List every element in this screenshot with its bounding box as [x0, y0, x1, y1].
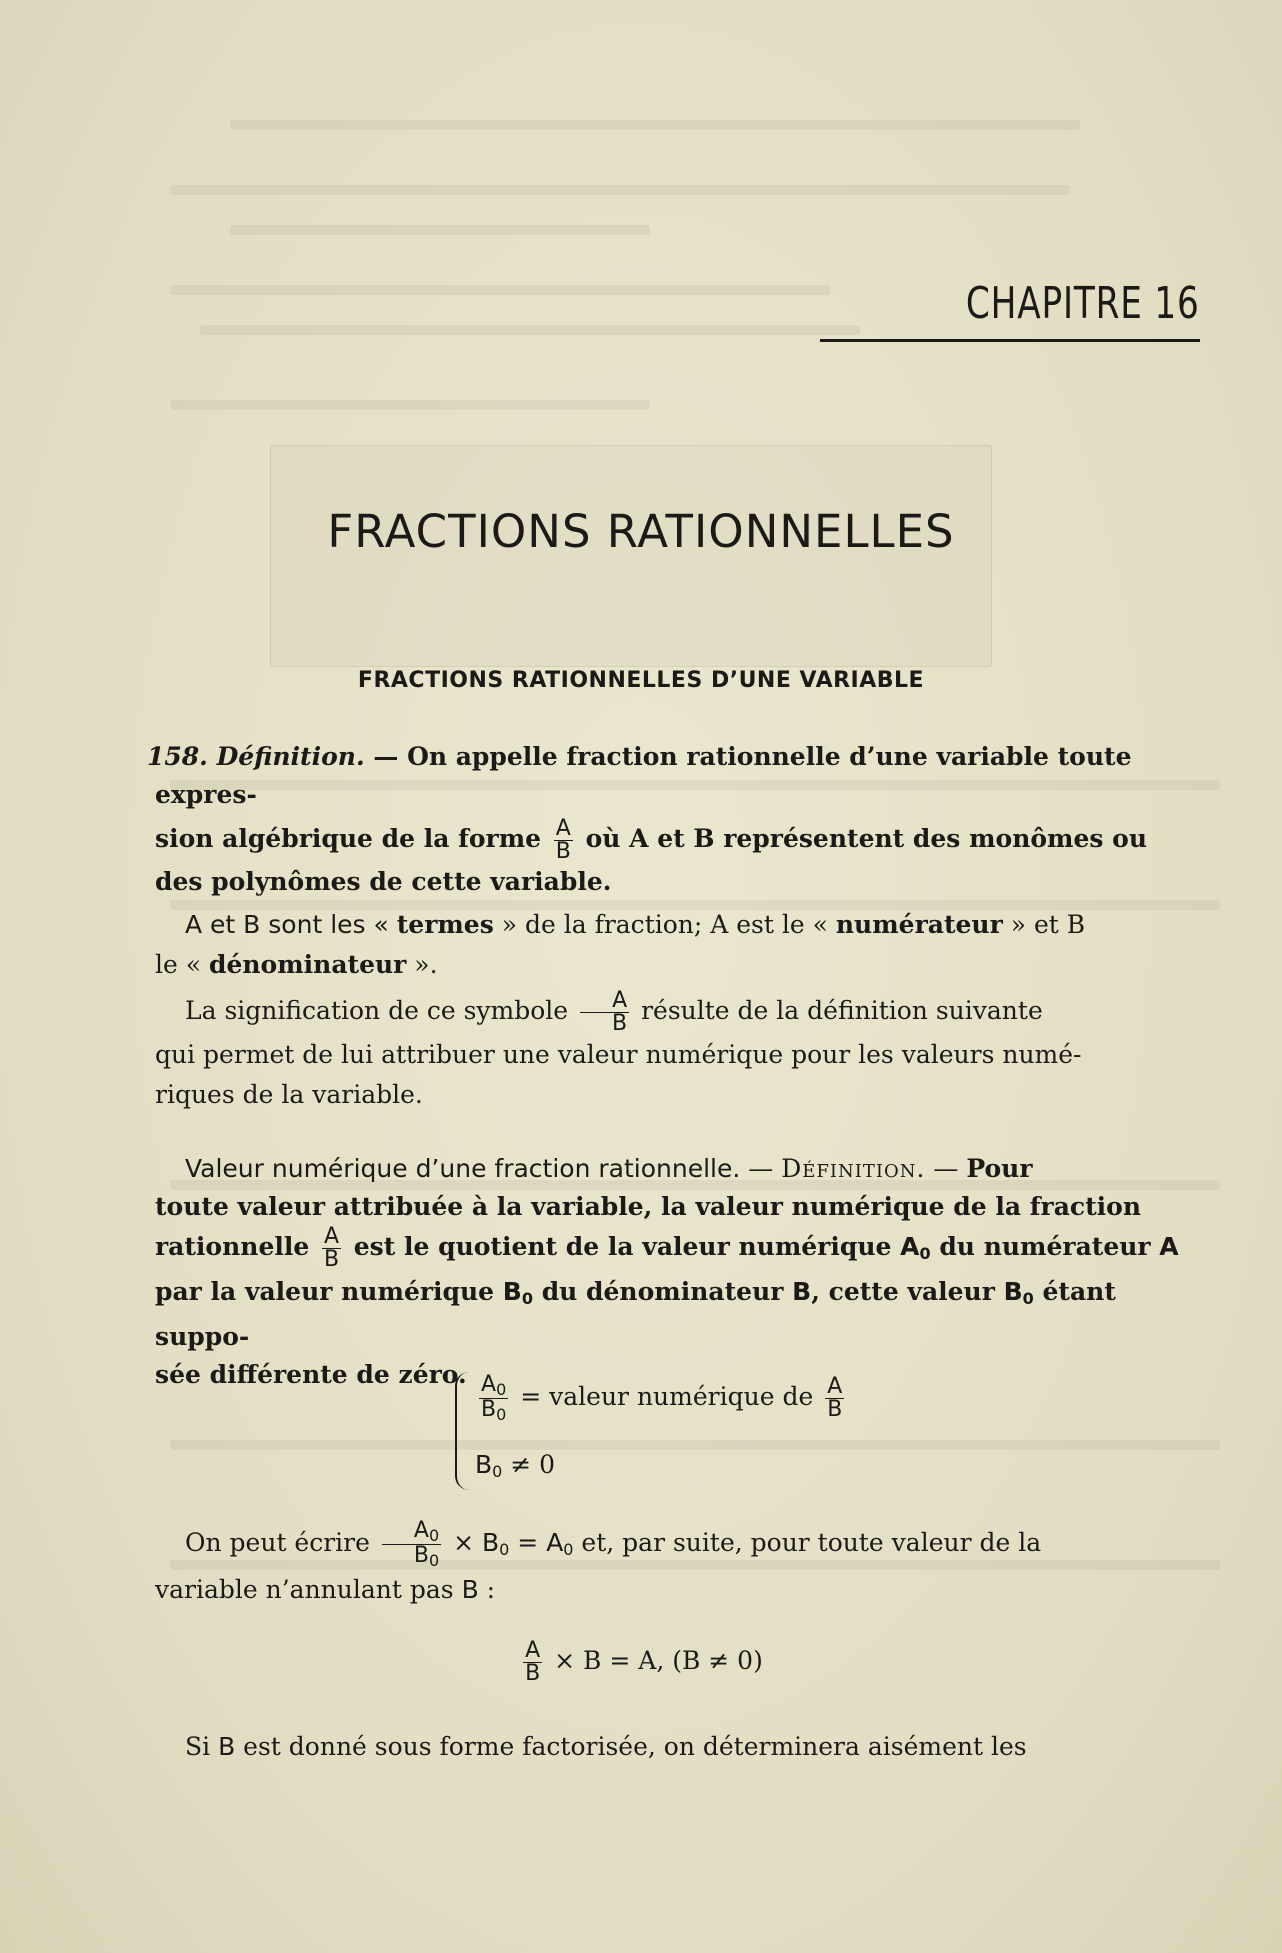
paragraph-text: Si: [185, 1732, 219, 1761]
paragraph-text: » et B: [1002, 910, 1086, 939]
paragraph-text: où A et B représentent des monômes ou: [576, 824, 1148, 853]
equation-text: ≠ 0: [502, 1450, 556, 1479]
paragraph-text: résulte de la définition suivante: [633, 996, 1043, 1025]
fraction-a-over-b: [523, 1640, 542, 1685]
paragraph-heading: Définition.: [216, 742, 365, 771]
numerator: A: [323, 1224, 340, 1249]
brace: [455, 1372, 471, 1490]
numerator: A: [827, 1374, 843, 1399]
chapter-label: CHAPITRE 16: [966, 278, 1200, 329]
subscript: 0: [496, 1380, 507, 1399]
subscript: 0: [1022, 1289, 1034, 1308]
paragraph-text: du numérateur: [930, 1232, 1160, 1261]
equation-text: = valeur numérique de: [520, 1382, 814, 1411]
symbol: B: [218, 1732, 236, 1761]
subscript: 0: [492, 1462, 503, 1481]
paragraph-text: étant suppo-: [155, 1277, 1116, 1351]
subscript: 0: [521, 1289, 533, 1308]
paragraph-text: toute valeur attribuée à la variable, la valeur numérique de la fraction: [155, 1192, 1142, 1221]
definition-label: Définition.: [781, 1154, 926, 1183]
paragraph-number: 158.: [147, 742, 208, 771]
paragraph-text: est donné sous forme factorisée, on déterminera aisément les: [235, 1732, 1027, 1761]
paragraph-signification: [155, 990, 1198, 1115]
symbol: A: [546, 1528, 564, 1557]
equation-nonzero: [475, 1450, 555, 1481]
symbol: A: [413, 1518, 429, 1543]
paragraph-heading: Valeur numérique d’une fraction rationnelle.: [185, 1154, 741, 1183]
symbol: B: [482, 1528, 500, 1557]
chapter-heading: [820, 278, 1200, 342]
denominator: B: [612, 1011, 628, 1036]
paragraph-on-peut-ecrire: [155, 1520, 1198, 1610]
paragraph-text: du dénominateur: [532, 1277, 793, 1306]
fraction-a-over-b: [554, 818, 573, 863]
fraction-a0-over-b0: [479, 1374, 508, 1423]
fraction-a-over-b: [825, 1376, 844, 1421]
fraction-a-over-b: [580, 990, 629, 1035]
fraction-a-over-b: [322, 1226, 341, 1271]
bold-term: dénominateur: [208, 950, 407, 979]
numerator: A: [612, 988, 628, 1013]
paragraph-text: La signification de ce symbole: [185, 996, 577, 1025]
paragraph-numeric-value: [155, 1150, 1198, 1394]
symbol: B: [502, 1277, 522, 1306]
equation-product: [0, 1640, 1282, 1685]
paragraph-text: riques de la variable.: [155, 1080, 423, 1109]
paragraph-text: Pour: [966, 1154, 1033, 1183]
paragraph-terms: [155, 905, 1198, 985]
paragraph-text: sée différente de zéro.: [155, 1360, 467, 1389]
chapter-title: FRACTIONS RATIONNELLES: [327, 505, 955, 558]
subscript: 0: [563, 1540, 574, 1559]
paragraph-text: , cette valeur: [811, 1277, 1004, 1306]
symbol: B: [461, 1575, 479, 1604]
paragraph-text: qui permet de lui attribuer une valeur numérique pour les valeurs numé-: [155, 1040, 1082, 1069]
symbol: B: [413, 1543, 429, 1568]
bold-term: numérateur: [835, 910, 1003, 939]
equation-numeric-value: [475, 1374, 848, 1423]
equation-text: × B = A, (B ≠ 0): [546, 1646, 763, 1675]
paragraph-definition: [147, 738, 1198, 901]
paragraph-text: On peut écrire: [185, 1528, 378, 1557]
symbol: A: [900, 1232, 920, 1261]
paragraph-text: —: [740, 1154, 782, 1183]
chapter-rule: [820, 339, 1200, 342]
symbol: B: [1003, 1277, 1023, 1306]
paragraph-text: ×: [445, 1528, 482, 1557]
paragraph-text: — On appelle fraction rationnelle d’une variable toute expres-: [155, 742, 1132, 809]
denominator: B: [323, 1247, 340, 1272]
paragraph-text: ».: [406, 950, 438, 979]
subscript: 0: [428, 1551, 440, 1570]
equation-system: [455, 1372, 1055, 1492]
paragraph-text: et, par suite, pour toute valeur de la: [573, 1528, 1042, 1557]
subscript: 0: [428, 1526, 440, 1545]
symbol: A: [1159, 1232, 1179, 1261]
subscript: 0: [919, 1244, 931, 1263]
paragraph-text: est le quotient de la valeur numérique: [345, 1232, 901, 1261]
denominator: B: [525, 1661, 541, 1686]
section-title: FRACTIONS RATIONNELLES D’UNE VARIABLE: [357, 668, 925, 693]
paragraph-text: :: [478, 1575, 496, 1604]
paragraph-text: » de la fraction; A est le «: [493, 910, 836, 939]
subscript: 0: [496, 1405, 507, 1424]
symbol: B: [475, 1450, 493, 1479]
symbol: A: [481, 1372, 497, 1397]
denominator: B: [555, 839, 571, 864]
paragraph-text: variable n’annulant pas: [155, 1575, 462, 1604]
fraction-a0-over-b0: [382, 1520, 441, 1569]
subscript: 0: [499, 1540, 510, 1559]
paragraph-last: [155, 1728, 1198, 1766]
symbol: B: [481, 1397, 497, 1422]
paragraph-text: rationnelle: [155, 1232, 318, 1261]
bold-term: termes: [396, 910, 494, 939]
paragraph-text: par la valeur numérique: [155, 1277, 503, 1306]
numerator: A: [525, 1638, 541, 1663]
paragraph-text: A et B sont les «: [185, 910, 397, 939]
denominator: B: [827, 1397, 843, 1422]
paragraph-text: sion algébrique de la forme: [155, 824, 550, 853]
paragraph-text: le «: [155, 950, 209, 979]
paragraph-text: =: [509, 1528, 547, 1557]
paragraph-text: des polynômes de cette variable.: [155, 867, 612, 896]
paragraph-text: —: [925, 1154, 967, 1183]
symbol: B: [792, 1277, 812, 1306]
numerator: A: [555, 816, 571, 841]
